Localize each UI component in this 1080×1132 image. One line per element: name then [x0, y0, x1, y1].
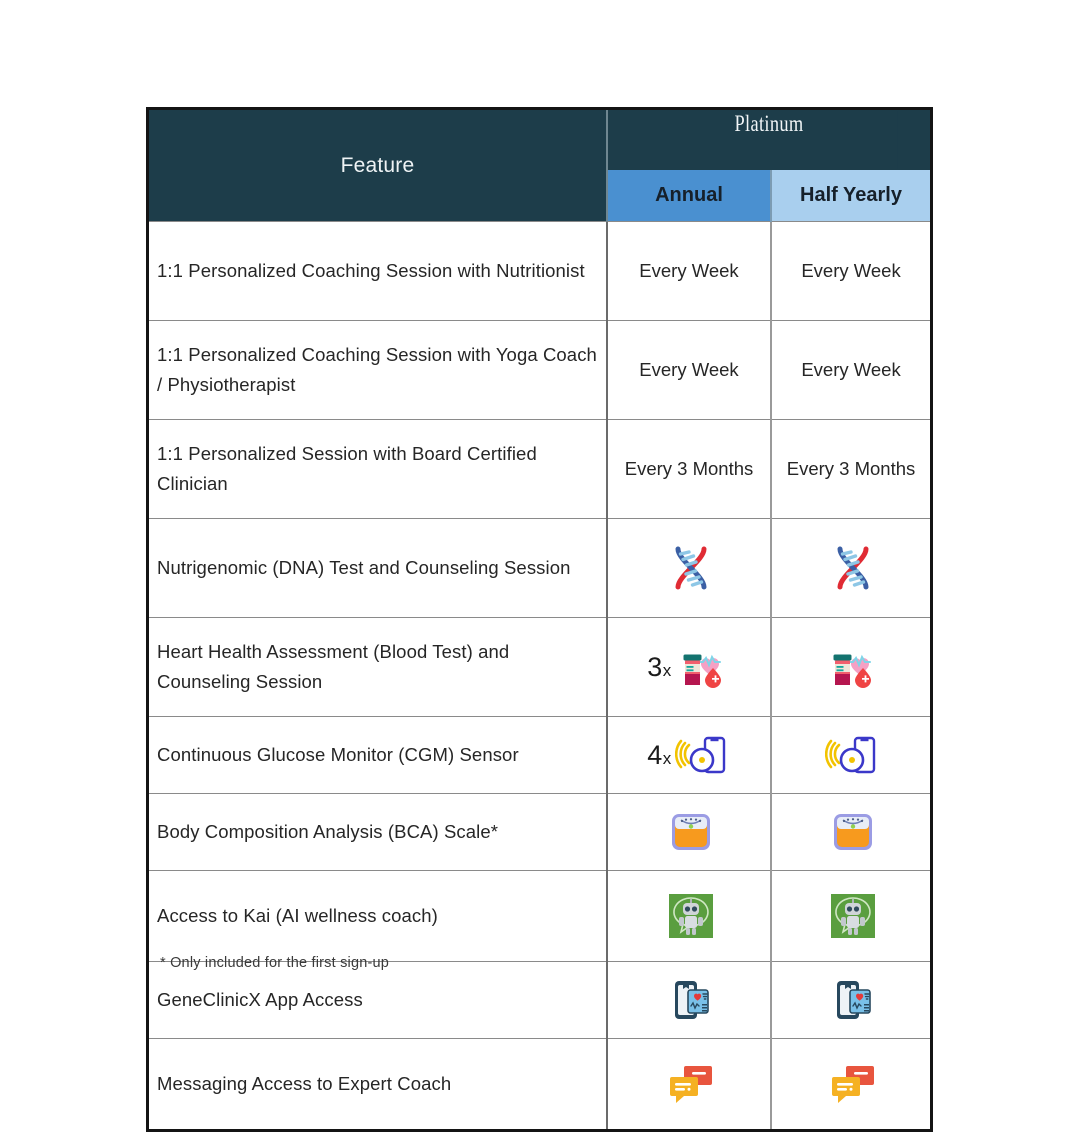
feature-label: Continuous Glucose Monitor (CGM) Sensor [149, 717, 607, 794]
icon-cell [774, 542, 928, 594]
half-yearly-value [771, 519, 930, 618]
icon-cell [610, 891, 768, 941]
multiplier-label: 4x [647, 739, 671, 770]
feature-label: 1:1 Personalized Coaching Session with Nutritionist [149, 222, 607, 321]
table-row [149, 321, 930, 420]
annual-value [607, 794, 771, 871]
icon-cell [774, 891, 928, 941]
feature-label: Access to Kai (AI wellness coach) [149, 871, 607, 962]
icon-cell [774, 731, 928, 779]
mobile-health-app-icon [828, 977, 878, 1023]
footnote-text: * Only included for the first sign-up [160, 955, 390, 971]
cgm-sensor-icon [825, 731, 881, 779]
annual-value: Every 3 Months [607, 420, 771, 519]
table-row [149, 519, 930, 618]
multiplier-label: 3x [647, 651, 671, 682]
chat-bubbles-icon [827, 1062, 879, 1106]
table-row [149, 222, 930, 321]
feature-label: 1:1 Personalized Session with Board Certified Clinician [149, 420, 607, 519]
feature-label: Nutrigenomic (DNA) Test and Counseling Session [149, 519, 607, 618]
half-yearly-value: Every 3 Months [771, 420, 930, 519]
icon-cell [610, 809, 768, 855]
annual-value [607, 871, 771, 962]
feature-label: 1:1 Personalized Coaching Session with Yoga Coach / Physiotherapist [149, 321, 607, 420]
annual-value [607, 717, 771, 794]
icon-cell [774, 809, 928, 855]
annual-value [607, 618, 771, 717]
blood-test-heart-icon [675, 641, 731, 693]
header-row-plan [149, 110, 930, 170]
feature-label: Messaging Access to Expert Coach [149, 1039, 607, 1130]
half-yearly-value [771, 1039, 930, 1130]
half-yearly-value: Every Week [771, 222, 930, 321]
pricing-comparison-table [146, 107, 933, 1132]
half-yearly-value: Every Week [771, 321, 930, 420]
blood-test-heart-icon [825, 641, 881, 693]
column-header-platinum [607, 110, 930, 170]
table-row [149, 962, 930, 1039]
feature-comparison-grid [149, 110, 930, 1129]
icon-cell [774, 977, 928, 1023]
weighing-scale-icon [666, 809, 716, 855]
half-yearly-value [771, 794, 930, 871]
annual-value [607, 1039, 771, 1130]
ai-robot-chat-icon [665, 891, 717, 941]
icon-cell [774, 1062, 928, 1106]
table-row [149, 1039, 930, 1130]
icon-cell [774, 641, 928, 693]
annual-value: Every Week [607, 222, 771, 321]
table-row [149, 420, 930, 519]
mobile-health-app-icon [666, 977, 716, 1023]
half-yearly-value [771, 618, 930, 717]
table-row [149, 794, 930, 871]
chat-bubbles-icon [665, 1062, 717, 1106]
feature-label: Body Composition Analysis (BCA) Scale* [149, 794, 607, 871]
dna-helix-icon [827, 542, 879, 594]
icon-cell [610, 542, 768, 594]
weighing-scale-icon [828, 809, 878, 855]
feature-label: GeneClinicX App Access [149, 962, 607, 1039]
column-header-annual[interactable]: Annual [607, 170, 771, 222]
table-row [149, 871, 930, 962]
cgm-sensor-icon [675, 731, 731, 779]
column-header-half-yearly[interactable]: Half Yearly [771, 170, 930, 222]
half-yearly-value [771, 717, 930, 794]
dna-helix-icon [665, 542, 717, 594]
annual-value [607, 519, 771, 618]
icon-cell [610, 641, 768, 693]
column-header-feature: Feature [149, 110, 607, 222]
icon-cell [610, 977, 768, 1023]
table-row [149, 717, 930, 794]
annual-value: Every Week [607, 321, 771, 420]
table-row [149, 618, 930, 717]
feature-label: Heart Health Assessment (Blood Test) and Counseling Session [149, 618, 607, 717]
table-header [149, 110, 930, 222]
half-yearly-value [771, 962, 930, 1039]
annual-value [607, 962, 771, 1039]
ai-robot-chat-icon [827, 891, 879, 941]
icon-cell [610, 731, 768, 779]
table-body [149, 222, 930, 1130]
platinum-label: Platinum [641, 111, 897, 169]
icon-cell [610, 1062, 768, 1106]
half-yearly-value [771, 871, 930, 962]
